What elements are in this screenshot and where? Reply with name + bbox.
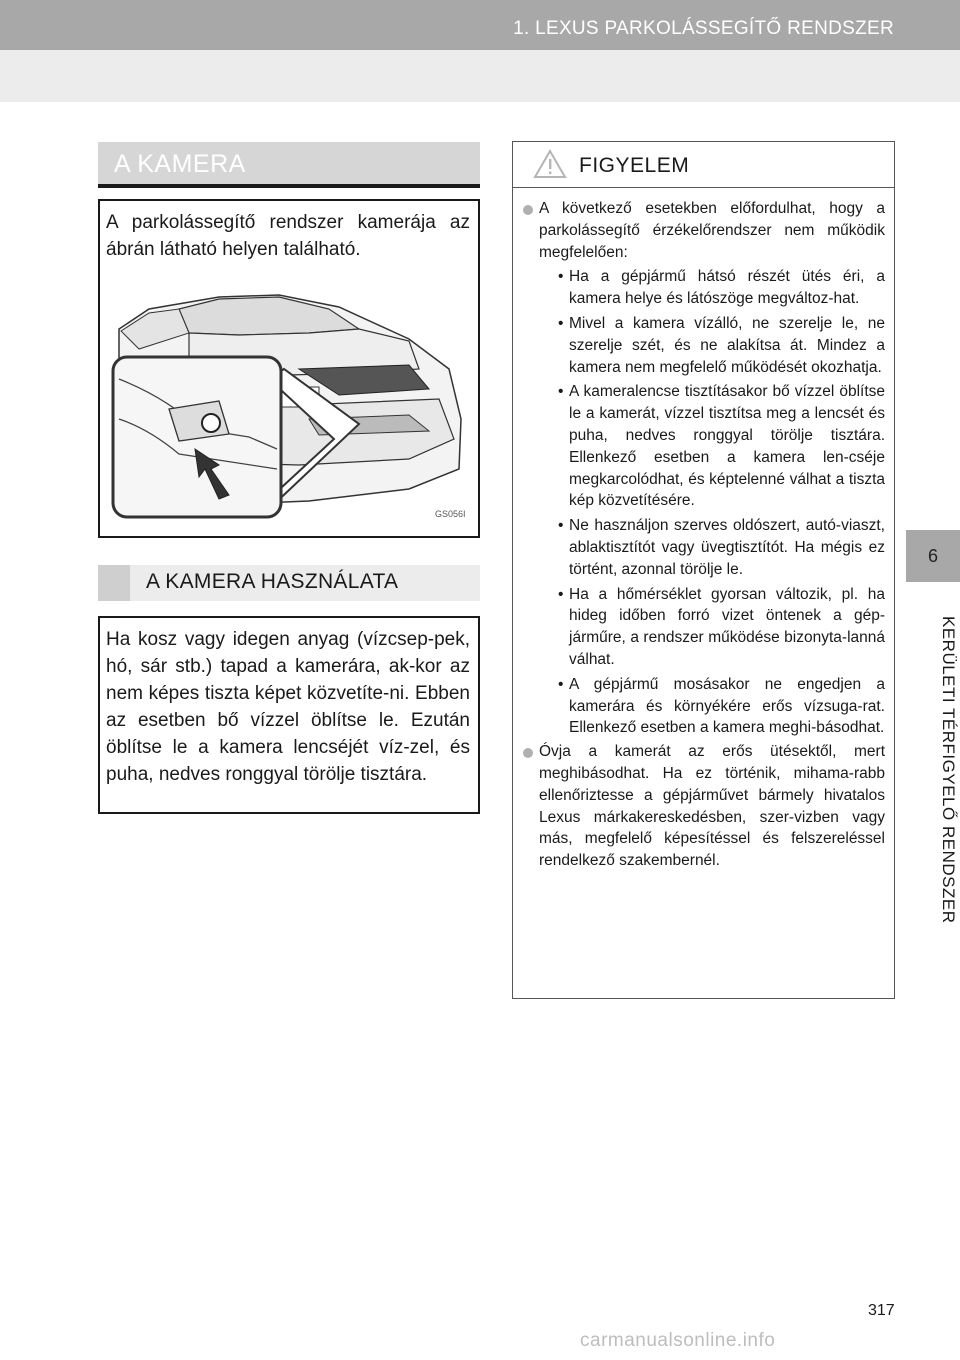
warning-subitem: • Mivel a kamera vízálló, ne szerelje le, ne szerelje szét, és ne alakítsa át. Mindez a kamera nem megfelelő működését okozhatja. bbox=[558, 314, 885, 376]
warning-subitem: • Ha a hőmérséklet gyorsan változik, pl. ha hideg időben forró vizet öntenek a gép-járműre, a rendszer működése bizonyta-lanná válhat. bbox=[558, 585, 885, 668]
footer-watermark: carmanualsonline.info bbox=[580, 1330, 776, 1351]
camera-usage-text: Ha kosz vagy idegen anyag (vízcsep-pek, hó, sár stb.) tapad a kamerára, ak-kor az nem képes tiszta képet közvetíte-ni. Ebben az esetben bő vízzel öblítse le. Ezután öblítse le a kamera lencséjét víz-zel, és puha, nedves ronggyal törölje tisztára. bbox=[106, 629, 470, 785]
side-tab-text: KERÜLETI TÉRFIGYELŐ RENDSZER bbox=[939, 616, 958, 924]
side-tab-number: 6 bbox=[906, 530, 960, 582]
car-rear-illustration bbox=[109, 269, 470, 520]
warning-triangle-icon bbox=[533, 148, 567, 180]
section-title-camera: A KAMERA bbox=[98, 142, 480, 186]
camera-usage-box bbox=[98, 616, 480, 814]
warning-subitem-text: A gépjármű mosásakor ne engedjen a kamerára és környékére erős vízsuga-rat. Ellenkező esetben a kamera meghi-básodhat. bbox=[569, 675, 885, 737]
warning-subitem-text: Ha a hőmérséklet gyorsan változik, pl. ha hideg időben forró vizet öntenek a gép-járműre, a rendszer működése bizonyta-lanná válhat. bbox=[569, 585, 885, 668]
warning-item bbox=[523, 198, 885, 739]
section-divider bbox=[98, 184, 480, 188]
bullet-dot-icon bbox=[523, 748, 533, 758]
section-title-usage-band bbox=[98, 565, 480, 601]
warning-body bbox=[523, 198, 885, 874]
warning-item-text: A következő esetekben előfordulhat, hogy a parkolássegítő érzékelőrendszer nem működik megfelelően: bbox=[539, 200, 885, 261]
camera-location-text: A parkolássegítő rendszer kamerája az ábrán látható helyen található. bbox=[106, 212, 470, 260]
warning-subitem-text: Mivel a kamera vízálló, ne szerelje le, ne szerelje szét, és ne alakítsa át. Mindez a kamera nem megfelelő működését okozhatja. bbox=[569, 314, 885, 376]
warning-subitem: • Ha a gépjármű hátsó részét ütés éri, a kamera helye és látószöge megváltoz-hat. bbox=[558, 268, 885, 308]
warning-item-text: Óvja a kamerát az erős ütésektől, mert meghibásodhat. Ha ez történik, mihama-rabb ellenőriztesse a gépjárművet bármely hivatalos Lexus márkakereskedésben, szer-vizben vagy más, megfelelő képesítéssel és felszereléssel rendelkező szakembernél. bbox=[539, 743, 885, 870]
section-title-usage: A KAMERA HASZNÁLATA bbox=[146, 570, 399, 593]
warning-box bbox=[512, 141, 895, 999]
warning-item bbox=[523, 741, 885, 872]
image-code: GS056I bbox=[435, 509, 466, 519]
warning-title: FIGYELEM bbox=[579, 154, 690, 177]
chapter-title: 1. LEXUS PARKOLÁSSEGÍTŐ RENDSZER bbox=[513, 18, 894, 39]
page-number: 317 bbox=[868, 1302, 895, 1319]
car-illustration-svg bbox=[109, 269, 470, 520]
warning-header bbox=[513, 142, 894, 188]
warning-subitem-text: Ha a gépjármű hátsó részét ütés éri, a kamera helye és látószöge megváltoz-hat. bbox=[569, 268, 885, 308]
camera-location-box bbox=[98, 199, 480, 538]
header-bar bbox=[0, 0, 960, 50]
section-marker bbox=[98, 565, 130, 601]
warning-subitem-text: A kameralencse tisztításakor bő vízzel öblítse le a kamerát, vízzel tisztítsa meg a lencsét és puha, nedves ronggyal törölje tisztára. Ellenkező esetben a kamera len-cséje megkarcolódhat, és képtelenné válhat a tiszta kép közvetítésére. bbox=[569, 383, 885, 510]
warning-subitem: • A gépjármű mosásakor ne engedjen a kamerára és környékére erős vízsuga-rat. Ellenkező esetben a kamera meghi-básodhat. bbox=[558, 675, 885, 737]
bullet-dot-icon bbox=[523, 205, 533, 215]
warning-subitem: • Ne használjon szerves oldószert, autó-viaszt, ablaktisztítót vagy üvegtisztítót. Ha mégis ez történt, azonnal törölje le. bbox=[558, 517, 885, 578]
warning-subitem-text: Ne használjon szerves oldószert, autó-viaszt, ablaktisztítót vagy üvegtisztítót. Ha mégis ez történt, azonnal törölje le. bbox=[569, 517, 885, 578]
warning-subitem: • A kameralencse tisztításakor bő vízzel öblítse le a kamerát, vízzel tisztítsa meg a lencsét és puha, nedves ronggyal törölje tisztára. Ellenkező esetben a kamera len-cséje megkarcolódhat, és képtelenné válhat a tiszta kép közvetítésére. bbox=[558, 383, 885, 510]
